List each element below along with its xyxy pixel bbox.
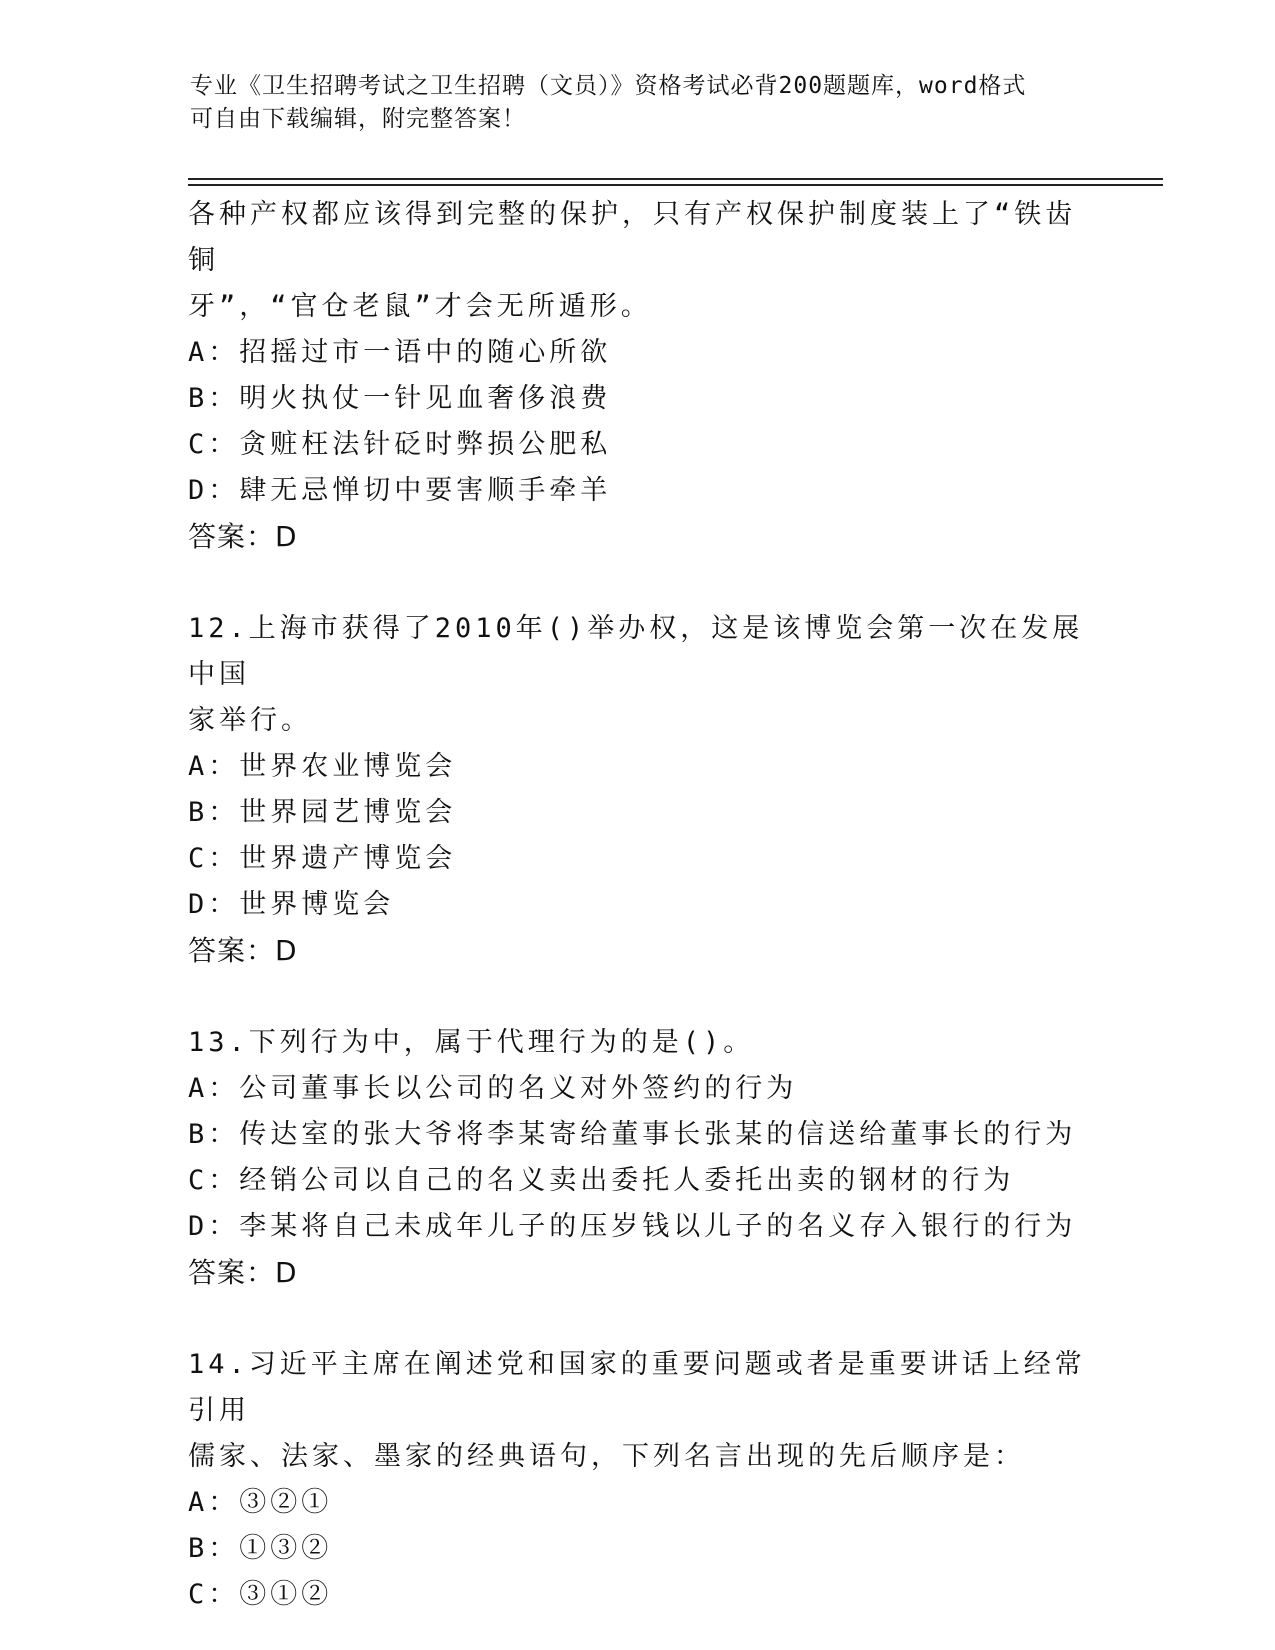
option-b: B：传达室的张大爷将李某寄给董事长张某的信送给董事长的行为: [188, 1119, 1077, 1150]
spacer: [188, 974, 1088, 1020]
question-stem-line: 12.上海市获得了2010年()举办权，这是该博览会第一次在发展中国: [188, 613, 1084, 690]
option-a: A：世界农业博览会: [188, 751, 457, 782]
option-a: A：公司董事长以公司的名义对外签约的行为: [188, 1073, 798, 1104]
spacer: [188, 560, 1088, 606]
option-c: C：③①②: [188, 1579, 333, 1610]
question-list: [188, 192, 1088, 1618]
option-c: C：世界遗产博览会: [188, 843, 457, 874]
question-11: [188, 192, 1088, 560]
header-line-1: 专业《卫生招聘考试之卫生招聘（文员）》资格考试必背200题题库，word格式: [190, 73, 1027, 99]
option-d: D：李某将自己未成年儿子的压岁钱以儿子的名义存入银行的行为: [188, 1211, 1077, 1242]
question-stem-line: 儒家、法家、墨家的经典语句，下列名言出现的先后顺序是：: [188, 1441, 1025, 1472]
question-stem-line: 家举行。: [188, 705, 312, 736]
question-14: [188, 1342, 1088, 1618]
option-c: C：贪赃枉法针砭时弊损公肥私: [188, 429, 612, 460]
header-divider-bottom: [188, 184, 1163, 186]
option-b: B：①③②: [188, 1533, 333, 1564]
option-c: C：经销公司以自己的名义卖出委托人委托出卖的钢材的行为: [188, 1165, 1015, 1196]
option-d: D：肆无忌惮切中要害顺手牵羊: [188, 475, 612, 506]
header-line-2: 可自由下载编辑，附完整答案！: [190, 106, 526, 132]
option-a: A：招摇过市一语中的随心所欲: [188, 337, 612, 368]
document-header: [190, 70, 1090, 136]
option-b: B：明火执仗一针见血奢侈浪费: [188, 383, 612, 414]
spacer: [188, 1296, 1088, 1342]
question-stem-line: 牙”，“官仓老鼠”才会无所遁形。: [188, 291, 652, 322]
question-stem-line: 13.下列行为中，属于代理行为的是()。: [188, 1027, 755, 1058]
question-stem-line: 14.习近平主席在阐述党和国家的重要问题或者是重要讲话上经常引用: [188, 1349, 1086, 1426]
option-a: A：③②①: [188, 1487, 333, 1518]
answer-line: 答案：D: [188, 1256, 298, 1289]
answer-line: 答案：D: [188, 934, 298, 967]
answer-line: 答案：D: [188, 520, 298, 553]
question-13: [188, 1020, 1088, 1296]
option-d: D：世界博览会: [188, 889, 395, 920]
option-b: B：世界园艺博览会: [188, 797, 457, 828]
header-divider-top: [188, 178, 1163, 180]
question-stem-line: 各种产权都应该得到完整的保护，只有产权保护制度装上了“铁齿铜: [188, 199, 1077, 276]
question-12: [188, 606, 1088, 974]
